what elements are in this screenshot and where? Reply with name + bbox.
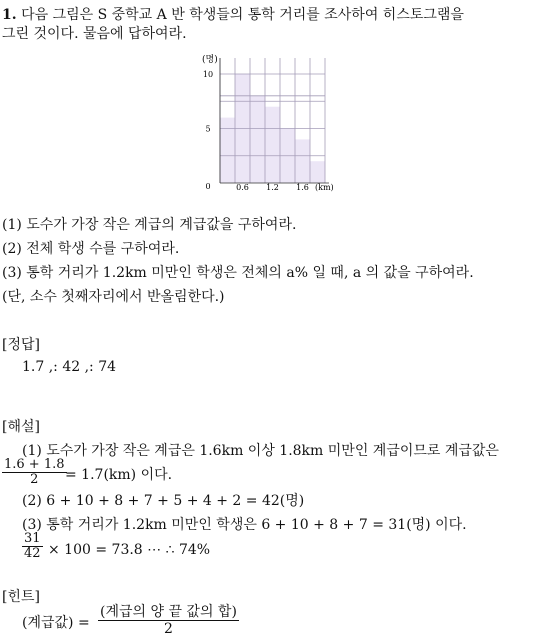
y-tick-label: 5: [205, 124, 211, 134]
solution-step-1: (1) 도수가 가장 작은 계급은 1.6km 이상 1.8km 미만인 계급이므로 계급값은: [22, 443, 499, 459]
problem-line-2: 그린 것이다. 물음에 답하여라.: [2, 26, 187, 42]
solution-3-result: × 100 = 73.8 ⋯ ∴ 74%: [48, 542, 211, 558]
hint-numerator: (계급의 양 끝 값의 합): [100, 604, 237, 620]
question-3-note: (단, 소수 첫째자리에서 반올림한다.): [2, 289, 225, 305]
hint-heading: [힌트]: [2, 589, 40, 605]
solution-3-numerator: 31: [24, 531, 41, 546]
solution-heading: [해설]: [2, 419, 40, 435]
hint-fraction: [98, 604, 239, 637]
solution-3-denominator: 42: [24, 546, 41, 561]
histogram-chart: [195, 50, 345, 202]
x-axis-unit: (km): [315, 183, 334, 192]
histogram-bar: [310, 161, 325, 183]
question-2: (2) 전체 학생 수를 구하여라.: [2, 241, 180, 257]
x-tick-labels: [236, 183, 309, 192]
answer-heading: [정답]: [2, 337, 40, 353]
solution-1-fraction: [2, 458, 67, 487]
histogram-bar: [250, 96, 265, 183]
problem-number: 1.: [2, 7, 17, 23]
histogram-bar: [265, 107, 280, 183]
y-axis-unit: (명): [202, 55, 218, 65]
solution-1-denominator: 2: [30, 472, 39, 487]
problem-text: 다음 그림은 S 중학교 A 반 학생들의 통학 거리를 조사하여 히스토그램을: [21, 7, 464, 23]
answer-line: 1.7 ,: 42 ,: 74: [22, 359, 117, 375]
histogram-bar: [220, 118, 235, 183]
x-tick-label: 1.6: [296, 183, 309, 192]
x-tick-label: 0.6: [236, 183, 249, 192]
question-3: (3) 통학 거리가 1.2km 미만인 학생은 전체의 a% 일 때, a 의 값을 구하여라.: [2, 265, 474, 281]
solution-step-2: (2) 6 + 10 + 8 + 7 + 5 + 4 + 2 = 42(명): [22, 493, 305, 509]
solution-1-numerator: 1.6 + 1.8: [4, 457, 65, 472]
problem-line-1: [2, 6, 464, 24]
y-tick-label: 10: [202, 70, 214, 79]
solution-1-result: = 1.7(km) 이다.: [65, 467, 173, 483]
hint-denominator: 2: [164, 621, 173, 637]
solution-3-fraction: [22, 532, 43, 561]
question-1: (1) 도수가 가장 작은 계급의 계급값을 구하여라.: [2, 217, 297, 233]
hint-lhs: (계급값) =: [22, 615, 90, 631]
solution-step-3: (3) 통학 거리가 1.2km 미만인 학생은 6 + 10 + 8 + 7 = 31(명) 이다.: [22, 517, 467, 533]
x-tick-label: 1.2: [266, 183, 279, 192]
y-tick-labels: [203, 70, 213, 191]
y-tick-label: 0: [205, 182, 211, 191]
histogram-bar: [295, 139, 310, 183]
